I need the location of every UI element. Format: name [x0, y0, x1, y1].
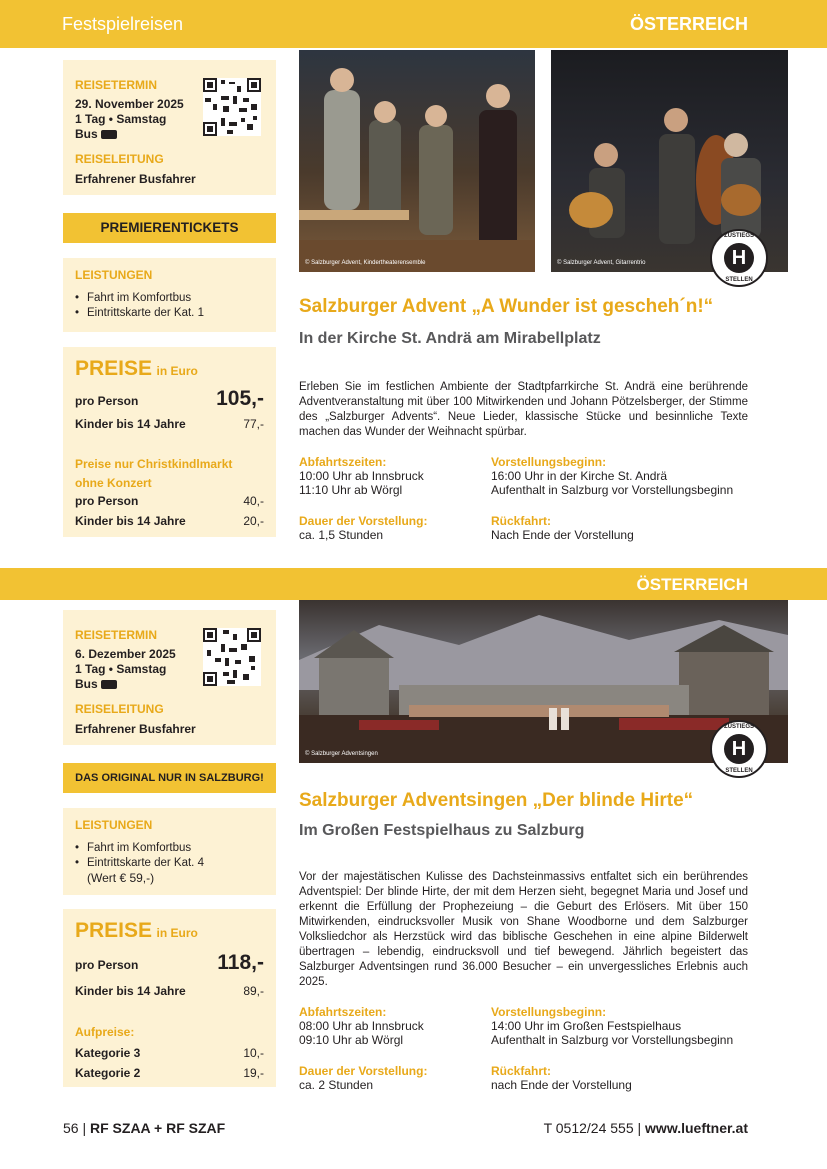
- trip1-days: 1 Tag • Samstag: [75, 112, 167, 126]
- trip2-price-kinder: Kinder bis 14 Jahre 89,-: [75, 984, 264, 998]
- trip2-preise-heading: PREISE in Euro: [75, 919, 198, 942]
- trip1-leitung-label: REISELEITUNG: [75, 152, 164, 166]
- trip2-leistungen-box: [63, 808, 276, 895]
- badge-letter: H: [724, 734, 754, 764]
- trip1-preise-heading: PREISE in Euro: [75, 357, 198, 380]
- trip1-description: Erleben Sie im festlichen Ambiente der Stadtpfarrkirche St. Andrä eine berührende Adventveranstaltung mit über 100 Mitwirkenden und Johann Pötzelsberger, der Stimme des „Salzburger Advents“. Neue Lieder, klassische Stücke und besinnliche Texte machen das Wunder der Weihnacht spürbar.: [299, 381, 748, 438]
- trip2-info-box: [63, 610, 276, 745]
- trip2-caption: © Salzburger Adventsingen: [305, 751, 378, 757]
- section-label: Festspielreisen: [62, 14, 184, 34]
- trip2-leistungen-note: (Wert € 59,-): [87, 871, 155, 885]
- trip2-beginn: Vorstellungsbeginn: 14:00 Uhr im Großen Festspielhaus Aufenthalt in Salzburg vor Vorstellungsbeginn: [491, 1005, 734, 1047]
- trip-codes: RF SZAA + RF SZAF: [90, 1120, 226, 1136]
- trip2-aufpreise-label: Aufpreise:: [75, 1025, 135, 1039]
- footer-left: 56 | RF SZAA + RF SZAF: [63, 1120, 226, 1136]
- trip2-leitung: Erfahrener Busfahrer: [75, 722, 196, 736]
- footer-right: T 0512/24 555 | www.lueftner.at: [543, 1120, 748, 1136]
- trip1-extra-person: pro Person 40,-: [75, 494, 264, 508]
- trip1-leistungen-list: [75, 291, 204, 321]
- trip1-title: Salzburger Advent „A Wunder ist gescheh´n!“: [299, 296, 714, 317]
- trip1-price-person: pro Person 105,-: [75, 387, 264, 410]
- list-item: • Eintrittskarte der Kat. 4: [75, 856, 204, 871]
- trip1-price-kinder: Kinder bis 14 Jahre 77,-: [75, 417, 264, 431]
- top-header-bar: [0, 0, 827, 48]
- trip2-title: Salzburger Adventsingen „Der blinde Hirte“: [299, 790, 694, 811]
- trip2-termin-label: REISETERMIN: [75, 628, 158, 642]
- list-item: • Eintrittskarte der Kat. 1: [75, 306, 204, 321]
- badge-letter: H: [724, 243, 754, 273]
- trip1-dauer: Dauer der Vorstellung: ca. 1,5 Stunden: [299, 514, 428, 542]
- trip1-extra-kinder: Kinder bis 14 Jahre 20,-: [75, 514, 264, 528]
- actors-image: [299, 50, 535, 272]
- trip2-transport: Bus: [75, 677, 117, 691]
- trip2-banner-text: DAS ORIGINAL NUR IN SALZBURG!: [75, 772, 264, 784]
- trip2-date: 6. Dezember 2025: [75, 647, 176, 661]
- zustiegsstellen-badge-icon[interactable]: [710, 720, 768, 778]
- country-label: ÖSTERREICH: [629, 14, 748, 34]
- trip1-info-box: [63, 60, 276, 195]
- qr-code-icon[interactable]: [203, 628, 261, 686]
- trip1-banner: [63, 213, 276, 243]
- qr-code-icon[interactable]: [203, 78, 261, 136]
- trip1-leistungen-box: [63, 258, 276, 332]
- trip2-subtitle: Im Großen Festspielhaus zu Salzburg: [299, 822, 585, 839]
- trip2-price-person: pro Person 118,-: [75, 951, 264, 974]
- trip1-caption2: © Salzburger Advent, Gitarrentrio: [557, 260, 646, 266]
- section2-country: ÖSTERREICH: [636, 575, 748, 594]
- trip2-description: Vor der majestätischen Kulisse des Dachsteinmassivs entfaltet sich ein berührendes Adventspiel: Der blinde Hirte, der mit dem Herzen sieht, begegnet Maria und Josef und erkennt die Erfüllung der Prophezeiung – die Geburt des Erlösers. Mit über 150 Mitwirkenden, eindrucksvoller Musik von Shane Woodborne und dem Salzburger Volksliedchor als Herzstück wird das biblische Geschehen in eine alpine Bilderwelt übertragen – lebendig, eindrucksvoll und tief bewegend. Jährlich begeistert das Salzburger Adventsingen rund 36.000 Besucher – ein unvergessliches Erlebnis auch 2025.: [299, 871, 748, 988]
- trip2-leitung-label: REISELEITUNG: [75, 702, 164, 716]
- badge-bottom-text: STELLEN: [725, 277, 753, 283]
- page-number: 56: [63, 1120, 79, 1136]
- trip1-banner-text: PREMIERENTICKETS: [100, 220, 239, 235]
- trip2-dauer: Dauer der Vorstellung: ca. 2 Stunden: [299, 1064, 428, 1092]
- trip1-termin-label: REISETERMIN: [75, 78, 158, 92]
- trip1-leitung: Erfahrener Busfahrer: [75, 172, 196, 186]
- trip2-preise-box: [63, 909, 276, 1087]
- bus-icon: [101, 680, 117, 689]
- trip1-subtitle: In der Kirche St. Andrä am Mirabellplatz: [299, 330, 601, 347]
- trip2-leistungen-list: [75, 841, 204, 871]
- badge-top-text: ZUSTIEGS: [723, 233, 754, 239]
- section2-header-bar: [0, 568, 827, 600]
- zustiegsstellen-badge-icon[interactable]: [710, 229, 768, 287]
- trip2-abfahrt: Abfahrtszeiten: 08:00 Uhr ab Innsbruck 09:10 Uhr ab Wörgl: [299, 1005, 424, 1047]
- trip1-date: 29. November 2025: [75, 97, 184, 111]
- trip2-days: 1 Tag • Samstag: [75, 662, 167, 676]
- badge-top-text: ZUSTIEGS: [723, 724, 754, 730]
- trip1-rueckfahrt: Rückfahrt: Nach Ende der Vorstellung: [491, 514, 634, 542]
- trip1-transport: Bus: [75, 127, 117, 141]
- bus-icon: [101, 130, 117, 139]
- badge-bottom-text: STELLEN: [725, 768, 753, 774]
- trip1-photo-theater: [299, 50, 535, 272]
- list-item: • Fahrt im Komfortbus: [75, 291, 204, 306]
- trip2-banner: [63, 763, 276, 793]
- phone-number[interactable]: T 0512/24 555: [543, 1120, 634, 1136]
- list-item: • Fahrt im Komfortbus: [75, 841, 204, 856]
- trip2-kat2: Kategorie 2 19,-: [75, 1066, 264, 1080]
- trip1-abfahrt: Abfahrtszeiten: 10:00 Uhr ab Innsbruck 11:10 Uhr ab Wörgl: [299, 455, 424, 497]
- trip1-preise-box: [63, 347, 276, 537]
- trip2-kat3: Kategorie 3 10,-: [75, 1046, 264, 1060]
- trip1-beginn: Vorstellungsbeginn: 16:00 Uhr in der Kirche St. Andrä Aufenthalt in Salzburg vor Vorstellungsbeginn: [491, 455, 734, 497]
- trip1-caption1: © Salzburger Advent, Kindertheaterensemble: [305, 260, 426, 266]
- website-link[interactable]: www.lueftner.at: [645, 1120, 748, 1136]
- trip2-rueckfahrt: Rückfahrt: nach Ende der Vorstellung: [491, 1064, 632, 1092]
- trip2-leistungen-label: LEISTUNGEN: [75, 818, 153, 832]
- trip1-extra-label: Preise nur Christkindlmarkt ohne Konzert: [75, 457, 233, 490]
- trip1-leistungen-label: LEISTUNGEN: [75, 268, 153, 282]
